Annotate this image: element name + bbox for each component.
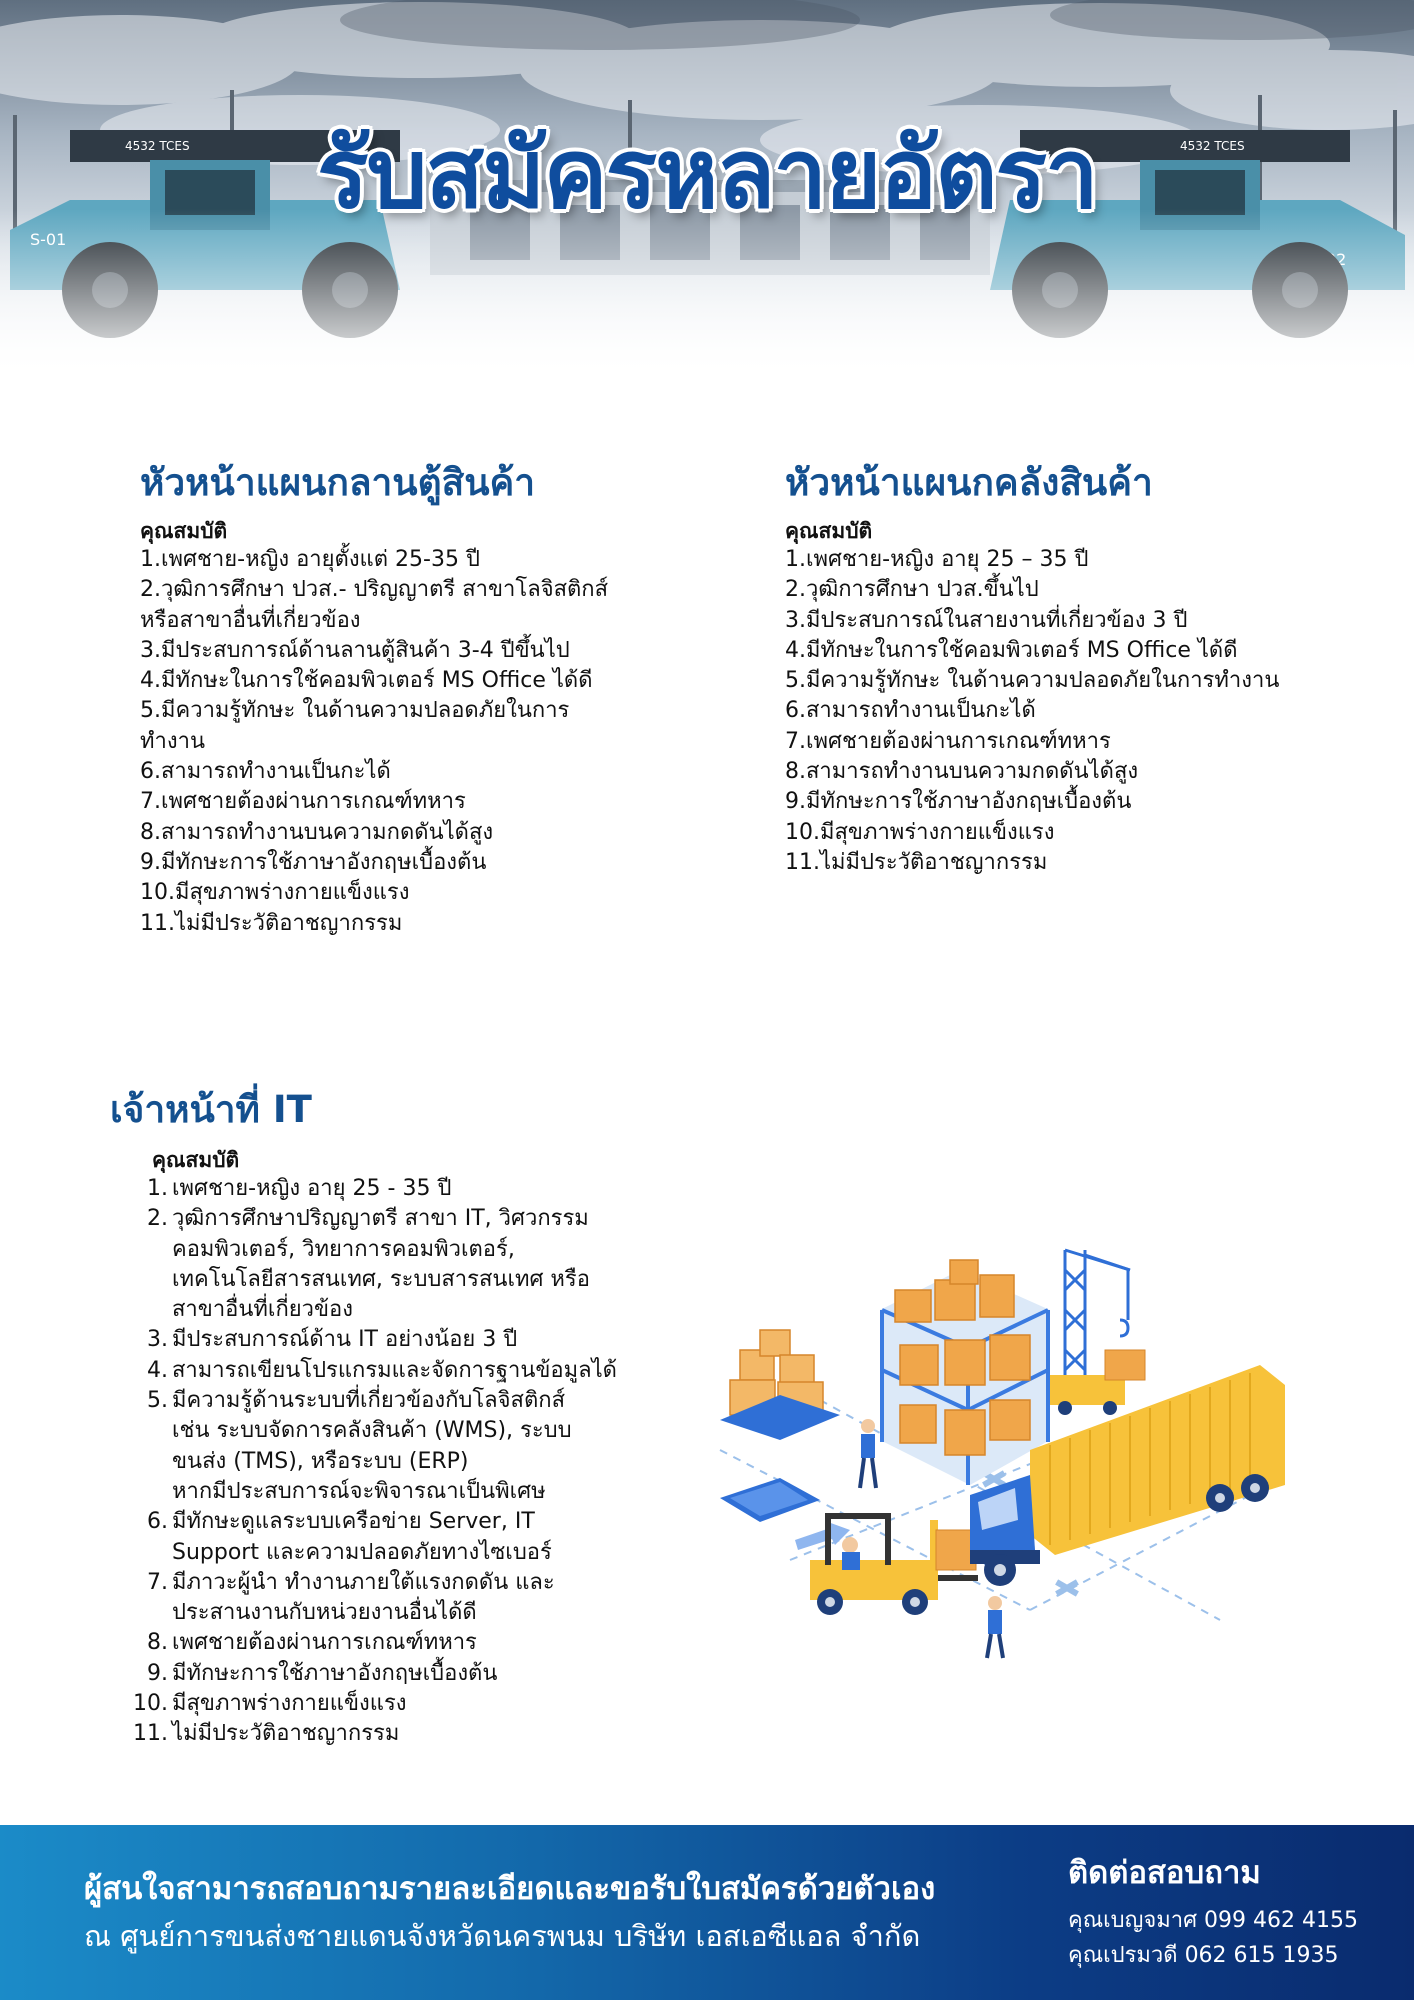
item-number: 3. — [147, 1327, 168, 1353]
qualification-heading: คุณสมบัติ — [785, 519, 873, 543]
contact-list — [1068, 1903, 1358, 1973]
list-item: 7.เพศชายต้องผ่านการเกณฑ์ทหาร — [140, 789, 466, 815]
item-number: 2. — [147, 1206, 168, 1232]
list-item: 6.สามารถทำงานเป็นกะได้ — [140, 759, 391, 785]
list-item: 2.วุฒิการศึกษา ปวส.ขึ้นไป — [785, 577, 1039, 603]
item-number: 7. — [147, 1569, 168, 1595]
list-item — [110, 1628, 670, 1658]
item-text: เพศชายต้องผ่านการเกณฑ์ทหาร — [172, 1630, 477, 1656]
list-item — [110, 1356, 670, 1386]
logistics-illustration — [700, 1230, 1300, 1660]
list-item: 8.สามารถทำงานบนความกดดันได้สูง — [785, 759, 1139, 785]
worker-left — [860, 1419, 876, 1488]
list-item: 5.มีความรู้ทักษะ ในด้านความปลอดภัยในการ ทำงาน — [140, 698, 570, 754]
list-item: 3.มีประสบการณ์ด้านลานตู้สินค้า 3-4 ปีขึ้นไป — [140, 637, 570, 663]
item-text: มีทักษะดูแลระบบเครือข่าย Server, IT Support และความปลอดภัยทางไซเบอร์ — [172, 1509, 552, 1565]
list-item: 10.มีสุขภาพร่างกายแข็งแรง — [785, 819, 1055, 845]
list-item: 6.สามารถทำงานเป็นกะได้ — [785, 698, 1036, 724]
qualification-heading: คุณสมบัติ — [152, 1148, 240, 1172]
list-item — [110, 1174, 670, 1204]
footer-location-text: ณ ศูนย์การขนส่งชายแดนจังหวัดนครพนม บริษัท เอสเอซีแอล จำกัด — [84, 1919, 921, 1953]
inspector-icon — [987, 1596, 1003, 1658]
list-item — [110, 1204, 670, 1325]
list-item — [110, 1568, 670, 1629]
list-item: 1.เพศชาย-หญิง อายุตั้งแต่ 25-35 ปี — [140, 547, 480, 572]
qualification-list — [110, 1174, 670, 1750]
item-text: สามารถเขียนโปรแกรมและจัดการฐานข้อมูลได้ — [172, 1357, 617, 1383]
item-number: 8. — [147, 1630, 168, 1656]
list-item: 5.มีความรู้ทักษะ ในด้านความปลอดภัยในการทำงาน — [785, 668, 1280, 694]
list-item: 9.มีทักษะการใช้ภาษาอังกฤษเบื้องต้น — [785, 789, 1132, 815]
qualification-list — [785, 545, 1345, 878]
item-text: มีประสบการณ์ด้าน IT อย่างน้อย 3 ปี — [172, 1327, 518, 1353]
list-item — [110, 1386, 670, 1507]
item-text: มีภาวะผู้นำ ทำงานภายใต้แรงกดดัน และ ประสานงานกับหน่วยงานอื่นได้ดี — [172, 1569, 555, 1626]
list-item: 2.วุฒิการศึกษา ปวส.- ปริญญาตรี สาขาโลจิสติกส์ หรือสาขาอื่นที่เกี่ยวข้อง — [140, 577, 609, 633]
item-text: มีทักษะการใช้ภาษาอังกฤษเบื้องต้น — [172, 1660, 498, 1686]
item-text: เพศชาย-หญิง อายุ 25 - 35 ปี — [172, 1176, 452, 1201]
page-headline: รับสมัครหลายอัตรา — [317, 118, 1097, 230]
list-item — [110, 1507, 670, 1568]
job-title: เจ้าหน้าที่ IT — [110, 1088, 312, 1131]
item-text: มีความรู้ด้านระบบที่เกี่ยวข้องกับโลจิสติกส์ เช่น ระบบจัดการคลังสินค้า (WMS), ระบบ ขนส่ง (TMS), หรือระบบ (ERP) หากมีประสบการณ์จะพิจารณาเป็นพิเศษ — [172, 1388, 572, 1504]
job-title: หัวหน้าแผนกลานตู้สินค้า — [140, 461, 536, 504]
item-number: 10. — [133, 1691, 168, 1717]
list-item: 11.ไม่มีประวัติอาชญากรรม — [785, 849, 1048, 875]
contact-item: คุณเบญจมาศ 099 462 4155 — [1068, 1908, 1359, 1933]
item-number: 1. — [147, 1176, 168, 1201]
list-item — [110, 1689, 670, 1719]
contact-item: คุณเปรมวดี 062 615 1935 — [1068, 1943, 1339, 1968]
job-it-officer — [110, 1086, 670, 1750]
list-item: 3.มีประสบการณ์ในสายงานที่เกี่ยวข้อง 3 ปี — [785, 607, 1188, 633]
list-item: 4.มีทักษะในการใช้คอมพิวเตอร์ MS Office ได้ดี — [140, 668, 593, 694]
list-item: 4.มีทักษะในการใช้คอมพิวเตอร์ MS Office ได้ดี — [785, 637, 1238, 663]
list-item — [110, 1659, 670, 1689]
list-item — [110, 1325, 670, 1355]
list-item: 1.เพศชาย-หญิง อายุ 25 – 35 ปี — [785, 547, 1089, 572]
header-banner — [0, 0, 1414, 380]
list-item: 8.สามารถทำงานบนความกดดันได้สูง — [140, 819, 494, 845]
footer-apply-text: ผู้สนใจสามารถสอบถามรายละเอียดและขอรับใบสมัครด้วยตัวเอง — [84, 1871, 936, 1907]
item-text: ไม่มีประวัติอาชญากรรม — [172, 1721, 400, 1747]
item-number: 11. — [133, 1721, 168, 1747]
item-number: 9. — [147, 1660, 168, 1686]
item-text: มีสุขภาพร่างกายแข็งแรง — [172, 1691, 407, 1717]
item-number: 6. — [147, 1509, 168, 1535]
shelving-rack — [880, 1260, 1050, 1485]
qualification-heading: คุณสมบัติ — [140, 519, 228, 543]
footer-banner — [0, 1825, 1414, 2000]
list-item: 9.มีทักษะการใช้ภาษาอังกฤษเบื้องต้น — [140, 849, 487, 875]
item-number: 5. — [147, 1388, 168, 1414]
job-title: หัวหน้าแผนกคลังสินค้า — [785, 461, 1153, 504]
list-item: 10.มีสุขภาพร่างกายแข็งแรง — [140, 880, 410, 906]
contact-title: ติดต่อสอบถาม — [1068, 1855, 1261, 1891]
list-item: 11.ไม่มีประวัติอาชญากรรม — [140, 910, 403, 936]
item-text: วุฒิการศึกษาปริญญาตรี สาขา IT, วิศวกรรม คอมพิวเตอร์, วิทยาการคอมพิวเตอร์, เทคโนโลยีสารสนเทศ, ระบบสารสนเทศ หรือ สาขาอื่นที่เกี่ยวข้อง — [172, 1206, 590, 1323]
job-warehouse-supervisor — [785, 459, 1345, 878]
list-item: 7.เพศชายต้องผ่านการเกณฑ์ทหาร — [785, 728, 1111, 754]
job-yard-supervisor — [140, 459, 660, 939]
warehouse-truck-icon — [700, 1230, 1300, 1660]
item-number: 4. — [147, 1357, 168, 1383]
qualification-list — [140, 545, 660, 939]
list-item — [110, 1719, 670, 1749]
